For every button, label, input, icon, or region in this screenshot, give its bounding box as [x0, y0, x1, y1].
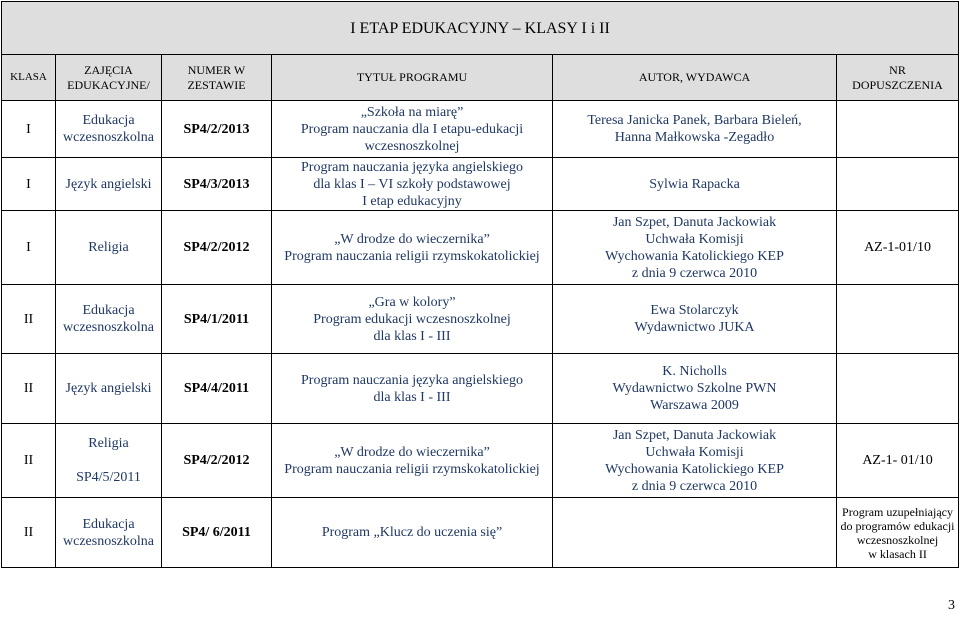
- cell-tytul: „W drodze do wieczernika” Program nauczania religii rzymskokatolickiej: [272, 211, 553, 285]
- header-nr: NR DOPUSZCZENIA: [837, 55, 959, 101]
- cell-nr: AZ-1- 01/10: [837, 424, 959, 498]
- table-row: [2, 354, 959, 424]
- table-row: [2, 211, 959, 285]
- cell-klasa: II: [2, 498, 56, 568]
- cell-autor: K. Nicholls Wydawnictwo Szkolne PWN Warszawa 2009: [553, 354, 837, 424]
- cell-zajecia: Religia: [56, 211, 162, 285]
- cell-zajecia: Język angielski: [56, 354, 162, 424]
- header-klasa: KLASA: [2, 55, 56, 101]
- cell-klasa: I: [2, 211, 56, 285]
- cell-zajecia: Język angielski: [56, 158, 162, 211]
- cell-tytul: „Szkoła na miarę” Program nauczania dla I etapu-edukacji wczesnoszkolnej: [272, 101, 553, 158]
- table-row: [2, 101, 959, 158]
- cell-autor: Sylwia Rapacka: [553, 158, 837, 211]
- cell-tytul: „W drodze do wieczernika” Program nauczania religii rzymskokatolickiej: [272, 424, 553, 498]
- cell-numer: SP4/2/2012: [162, 424, 272, 498]
- table-title: I ETAP EDUKACYJNY – KLASY I i II: [2, 2, 959, 55]
- cell-numer: SP4/ 6/2011: [162, 498, 272, 568]
- cell-nr: [837, 354, 959, 424]
- cell-klasa: I: [2, 158, 56, 211]
- table-row: [2, 498, 959, 568]
- page-number: 3: [948, 598, 955, 613]
- cell-tytul: „Gra w kolory” Program edukacji wczesnoszkolnej dla klas I - III: [272, 285, 553, 354]
- header-autor: AUTOR, WYDAWCA: [553, 55, 837, 101]
- cell-tytul: Program „Klucz do uczenia się”: [272, 498, 553, 568]
- header-tytul: TYTUŁ PROGRAMU: [272, 55, 553, 101]
- program-table: [1, 1, 959, 568]
- title-row: [2, 2, 959, 55]
- cell-autor: Jan Szpet, Danuta Jackowiak Uchwała Komisji Wychowania Katolickiego KEP z dnia 9 czerwca 2010: [553, 211, 837, 285]
- header-numer: NUMER W ZESTAWIE: [162, 55, 272, 101]
- cell-klasa: II: [2, 354, 56, 424]
- cell-autor: [553, 498, 837, 568]
- cell-nr: [837, 101, 959, 158]
- cell-numer: SP4/1/2011: [162, 285, 272, 354]
- cell-numer: SP4/2/2012: [162, 211, 272, 285]
- table-row: [2, 424, 959, 498]
- cell-autor: Ewa Stolarczyk Wydawnictwo JUKA: [553, 285, 837, 354]
- cell-numer: SP4/3/2013: [162, 158, 272, 211]
- cell-klasa: II: [2, 285, 56, 354]
- cell-autor: Teresa Janicka Panek, Barbara Bieleń, Hanna Małkowska -Zegadło: [553, 101, 837, 158]
- header-zajecia: ZAJĘCIA EDUKACYJNE/: [56, 55, 162, 101]
- cell-zajecia: Edukacja wczesnoszkolna: [56, 498, 162, 568]
- cell-numer: SP4/2/2013: [162, 101, 272, 158]
- table-row: [2, 285, 959, 354]
- cell-autor: Jan Szpet, Danuta Jackowiak Uchwała Komisji Wychowania Katolickiego KEP z dnia 9 czerwca 2010: [553, 424, 837, 498]
- header-row: [2, 55, 959, 101]
- cell-numer: SP4/4/2011: [162, 354, 272, 424]
- cell-klasa: II: [2, 424, 56, 498]
- cell-nr: AZ-1-01/10: [837, 211, 959, 285]
- cell-nr: Program uzupełniający do programów edukacji wczesnoszkolnej w klasach II: [837, 498, 959, 568]
- cell-tytul: Program nauczania języka angielskiego dla klas I – VI szkoły podstawowej I etap edukacyjny: [272, 158, 553, 211]
- cell-zajecia: Edukacja wczesnoszkolna: [56, 285, 162, 354]
- cell-zajecia: Religia SP4/5/2011: [56, 424, 162, 498]
- cell-zajecia: Edukacja wczesnoszkolna: [56, 101, 162, 158]
- cell-tytul: Program nauczania języka angielskiego dla klas I - III: [272, 354, 553, 424]
- cell-klasa: I: [2, 101, 56, 158]
- table-row: [2, 158, 959, 211]
- cell-nr: [837, 285, 959, 354]
- cell-nr: [837, 158, 959, 211]
